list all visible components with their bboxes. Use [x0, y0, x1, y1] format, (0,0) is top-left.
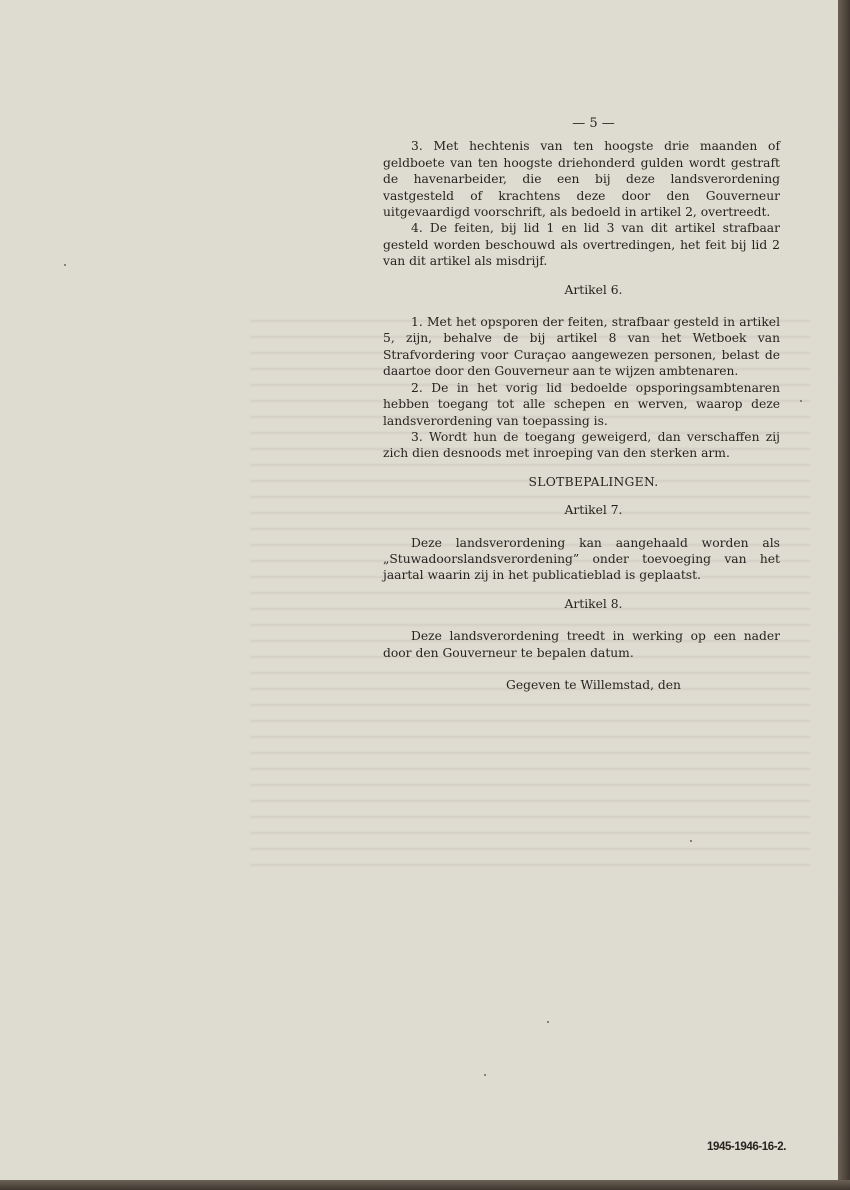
paper-speck [690, 840, 692, 842]
footer-document-code: 1945-1946-16-2. [706, 1141, 786, 1153]
article-6-heading: Artikel 6. [564, 282, 623, 297]
paragraph-5-4: 4. De feiten, bij lid 1 en lid 3 van dit artikel strafbaar gesteld worden beschouwd als overtredingen, het feit bij lid 2 van dit artikel als misdrijf. [383, 221, 780, 269]
section-title-slotbepalingen: SLOTBEPALINGEN. [528, 474, 659, 489]
article-7-heading: Artikel 7. [564, 503, 623, 518]
paragraph-5-3: 3. Met hechtenis van ten hoogste drie maanden of geldboete van ten hoogste driehonderd gulden wordt gestraft de havenarbeider, die een bij deze landsverordening vastgesteld of krachtens deze door den Gouverneur uitgevaardigd voorschrift, als bedoeld in artikel 2, overtreedt. [383, 139, 780, 220]
page-edge-right [838, 0, 850, 1190]
paragraph-8-1: Deze landsverordening treedt in werking op een nader door den Gouverneur te bepalen datum. [383, 629, 780, 660]
paper-speck [547, 1021, 549, 1023]
paper-speck [64, 264, 66, 266]
paragraph-6-3: 3. Wordt hun de toegang geweigerd, dan verschaffen zij zich dien desnoods met inroeping van den sterken arm. [383, 429, 780, 461]
paragraph-7-1: Deze landsverordening kan aangehaald worden als „Stuwadoorslandsverordening” onder toevoeging van het jaartal waarin zij in het publicatieblad is geplaatst. [383, 535, 780, 583]
paper-speck [800, 400, 802, 402]
paragraph-6-1: 1. Met het opsporen der feiten, strafbaar gesteld in artikel 5, zijn, behalve de bij artikel 8 van het Wetboek van Strafvordering voor Curaçao aangewezen personen, belast de daartoe door den Gouverneur aan te wijzen ambtenaren. [383, 315, 780, 379]
text-column [383, 116, 780, 693]
paper-speck [484, 1074, 486, 1076]
article-8-heading: Artikel 8. [564, 596, 623, 611]
paragraph-6-2: 2. De in het vorig lid bedoelde opsporingsambtenaren hebben toegang tot alle schepen en werven, waarop deze landsverordening van toepassing is. [383, 380, 780, 428]
page-edge-bottom [0, 1180, 850, 1190]
given-at-line: Gegeven te Willemstad, den [506, 677, 681, 692]
page-number: — 5 — [572, 116, 615, 131]
